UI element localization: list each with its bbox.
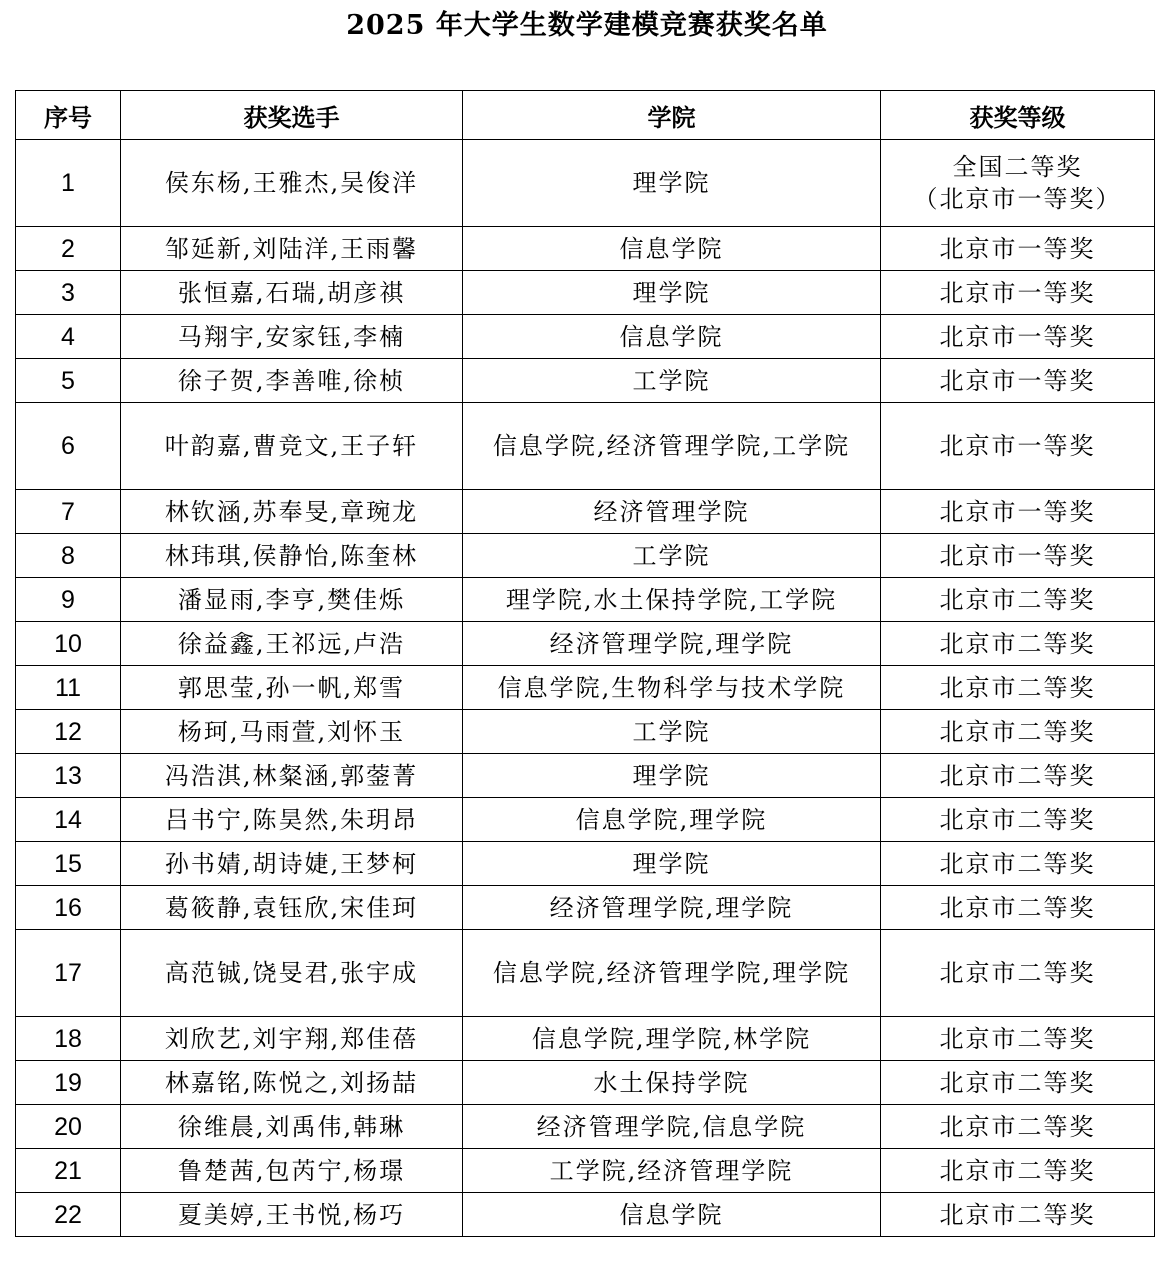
header-award-level: 获奖等级 <box>881 91 1155 140</box>
cell-college: 工学院 <box>463 534 881 578</box>
cell-award-level <box>881 842 1155 886</box>
award-line-primary: 北京市一等奖 <box>939 541 1096 570</box>
award-line-primary: 北京市二等奖 <box>939 849 1096 878</box>
award-line-primary: 北京市一等奖 <box>939 278 1096 307</box>
cell-college: 理学院,水土保持学院,工学院 <box>463 578 881 622</box>
award-line-primary: 北京市一等奖 <box>939 432 1096 460</box>
award-table <box>15 90 1155 1237</box>
cell-award-level <box>881 140 1155 227</box>
table-row <box>16 359 1155 403</box>
cell-award-level <box>881 578 1155 622</box>
cell-number: 21 <box>16 1149 121 1193</box>
cell-players: 高范铖,饶旻君,张宇成 <box>121 930 463 1017</box>
cell-college: 信息学院,经济管理学院,理学院 <box>463 930 881 1017</box>
award-line-primary: 北京市二等奖 <box>939 805 1096 834</box>
cell-college: 理学院 <box>463 271 881 315</box>
cell-players: 林嘉铭,陈悦之,刘扬喆 <box>121 1061 463 1105</box>
table-header-row <box>16 91 1155 140</box>
cell-number: 8 <box>16 534 121 578</box>
cell-college: 工学院 <box>463 710 881 754</box>
cell-players: 徐维晨,刘禹伟,韩琳 <box>121 1105 463 1149</box>
table-row <box>16 534 1155 578</box>
cell-number: 7 <box>16 490 121 534</box>
cell-award-level <box>881 754 1155 798</box>
table-row <box>16 271 1155 315</box>
cell-college: 经济管理学院 <box>463 490 881 534</box>
cell-players: 鲁楚茜,包芮宁,杨璟 <box>121 1149 463 1193</box>
table-row <box>16 930 1155 1017</box>
award-line-primary: 北京市二等奖 <box>939 1156 1096 1185</box>
cell-players: 刘欣艺,刘宇翔,郑佳蓓 <box>121 1017 463 1061</box>
cell-college: 工学院 <box>463 359 881 403</box>
cell-award-level <box>881 1017 1155 1061</box>
award-line-primary: 北京市一等奖 <box>939 366 1096 395</box>
cell-players: 冯浩淇,林粲涵,郭蓥菁 <box>121 754 463 798</box>
cell-players: 张恒嘉,石瑞,胡彦祺 <box>121 271 463 315</box>
cell-college: 信息学院,生物科学与技术学院 <box>463 666 881 710</box>
cell-players: 林玮琪,侯静怡,陈奎林 <box>121 534 463 578</box>
cell-players: 马翔宇,安家钰,李楠 <box>121 315 463 359</box>
table-body <box>16 140 1155 1237</box>
cell-number: 9 <box>16 578 121 622</box>
cell-award-level <box>881 227 1155 271</box>
cell-number: 17 <box>16 930 121 1017</box>
cell-award-level <box>881 315 1155 359</box>
cell-players: 郭思莹,孙一帆,郑雪 <box>121 666 463 710</box>
award-line-primary: 北京市二等奖 <box>939 1112 1096 1141</box>
cell-players: 吕书宁,陈昊然,朱玥昂 <box>121 798 463 842</box>
cell-award-level <box>881 403 1155 490</box>
cell-number: 19 <box>16 1061 121 1105</box>
cell-number: 16 <box>16 886 121 930</box>
table-row <box>16 1017 1155 1061</box>
header-college: 学院 <box>463 91 881 140</box>
table-row <box>16 798 1155 842</box>
cell-college: 理学院 <box>463 140 881 227</box>
award-line-primary: 北京市二等奖 <box>939 1024 1096 1053</box>
table-row <box>16 403 1155 490</box>
award-line-primary: 北京市一等奖 <box>939 322 1096 351</box>
cell-college: 信息学院 <box>463 315 881 359</box>
award-line-primary: 北京市二等奖 <box>939 629 1096 658</box>
cell-college: 理学院 <box>463 842 881 886</box>
cell-number: 10 <box>16 622 121 666</box>
table-row <box>16 227 1155 271</box>
award-line-primary: 北京市二等奖 <box>939 893 1096 922</box>
cell-number: 15 <box>16 842 121 886</box>
table-row <box>16 842 1155 886</box>
cell-college: 信息学院,理学院,林学院 <box>463 1017 881 1061</box>
cell-award-level <box>881 622 1155 666</box>
cell-award-level <box>881 710 1155 754</box>
cell-award-level <box>881 534 1155 578</box>
cell-players: 潘显雨,李亨,樊佳烁 <box>121 578 463 622</box>
cell-number: 11 <box>16 666 121 710</box>
document-title: 2025 年大学生数学建模竞赛获奖名单 <box>346 10 828 41</box>
cell-college: 水土保持学院 <box>463 1061 881 1105</box>
cell-number: 20 <box>16 1105 121 1149</box>
cell-award-level <box>881 490 1155 534</box>
table-row <box>16 315 1155 359</box>
cell-number: 4 <box>16 315 121 359</box>
award-line-primary: 北京市二等奖 <box>939 673 1096 702</box>
cell-college: 工学院,经济管理学院 <box>463 1149 881 1193</box>
award-line-primary: 全国二等奖 <box>952 153 1083 181</box>
cell-players: 邹延新,刘陆洋,王雨馨 <box>121 227 463 271</box>
award-line-secondary: （北京市一等奖） <box>913 185 1122 213</box>
cell-number: 12 <box>16 710 121 754</box>
cell-players: 夏美婷,王书悦,杨巧 <box>121 1193 463 1237</box>
cell-college: 信息学院,经济管理学院,工学院 <box>463 403 881 490</box>
cell-award-level <box>881 666 1155 710</box>
table-row <box>16 886 1155 930</box>
cell-award-level <box>881 1149 1155 1193</box>
award-line-primary: 北京市二等奖 <box>939 1200 1096 1229</box>
cell-college: 经济管理学院,信息学院 <box>463 1105 881 1149</box>
table-row <box>16 1061 1155 1105</box>
table-row <box>16 754 1155 798</box>
cell-college: 经济管理学院,理学院 <box>463 622 881 666</box>
award-line-primary: 北京市二等奖 <box>939 717 1096 746</box>
cell-college: 理学院 <box>463 754 881 798</box>
cell-award-level <box>881 930 1155 1017</box>
award-line-primary: 北京市二等奖 <box>939 1068 1096 1097</box>
table-row <box>16 1105 1155 1149</box>
cell-players: 叶韵嘉,曹竞文,王子轩 <box>121 403 463 490</box>
table-row <box>16 578 1155 622</box>
cell-award-level <box>881 1193 1155 1237</box>
cell-number: 5 <box>16 359 121 403</box>
table-row <box>16 1193 1155 1237</box>
cell-players: 杨珂,马雨萱,刘怀玉 <box>121 710 463 754</box>
table-row <box>16 622 1155 666</box>
cell-number: 2 <box>16 227 121 271</box>
cell-players: 孙书婧,胡诗婕,王梦柯 <box>121 842 463 886</box>
cell-number: 1 <box>16 140 121 227</box>
cell-college: 信息学院 <box>463 227 881 271</box>
award-line-primary: 北京市二等奖 <box>939 761 1096 790</box>
cell-number: 6 <box>16 403 121 490</box>
cell-award-level <box>881 798 1155 842</box>
award-line-primary: 北京市一等奖 <box>939 497 1096 526</box>
header-players: 获奖选手 <box>121 91 463 140</box>
table-row <box>16 490 1155 534</box>
cell-college: 信息学院,理学院 <box>463 798 881 842</box>
cell-award-level <box>881 271 1155 315</box>
cell-number: 18 <box>16 1017 121 1061</box>
header-number: 序号 <box>16 91 121 140</box>
cell-players: 徐益鑫,王祁远,卢浩 <box>121 622 463 666</box>
cell-number: 14 <box>16 798 121 842</box>
award-line-primary: 北京市一等奖 <box>939 234 1096 263</box>
award-line-primary: 北京市二等奖 <box>939 959 1096 987</box>
cell-number: 3 <box>16 271 121 315</box>
cell-players: 徐子贺,李善唯,徐桢 <box>121 359 463 403</box>
cell-award-level <box>881 359 1155 403</box>
cell-award-level <box>881 886 1155 930</box>
cell-players: 林钦涵,苏奉旻,章琬龙 <box>121 490 463 534</box>
table-row <box>16 666 1155 710</box>
cell-award-level <box>881 1061 1155 1105</box>
cell-college: 经济管理学院,理学院 <box>463 886 881 930</box>
table-row <box>16 140 1155 227</box>
table-row <box>16 1149 1155 1193</box>
award-line-primary: 北京市二等奖 <box>939 585 1096 614</box>
cell-award-level <box>881 1105 1155 1149</box>
cell-number: 13 <box>16 754 121 798</box>
cell-players: 侯东杨,王雅杰,吴俊洋 <box>121 140 463 227</box>
table-row <box>16 710 1155 754</box>
cell-college: 信息学院 <box>463 1193 881 1237</box>
cell-players: 葛筱静,袁钰欣,宋佳珂 <box>121 886 463 930</box>
cell-number: 22 <box>16 1193 121 1237</box>
